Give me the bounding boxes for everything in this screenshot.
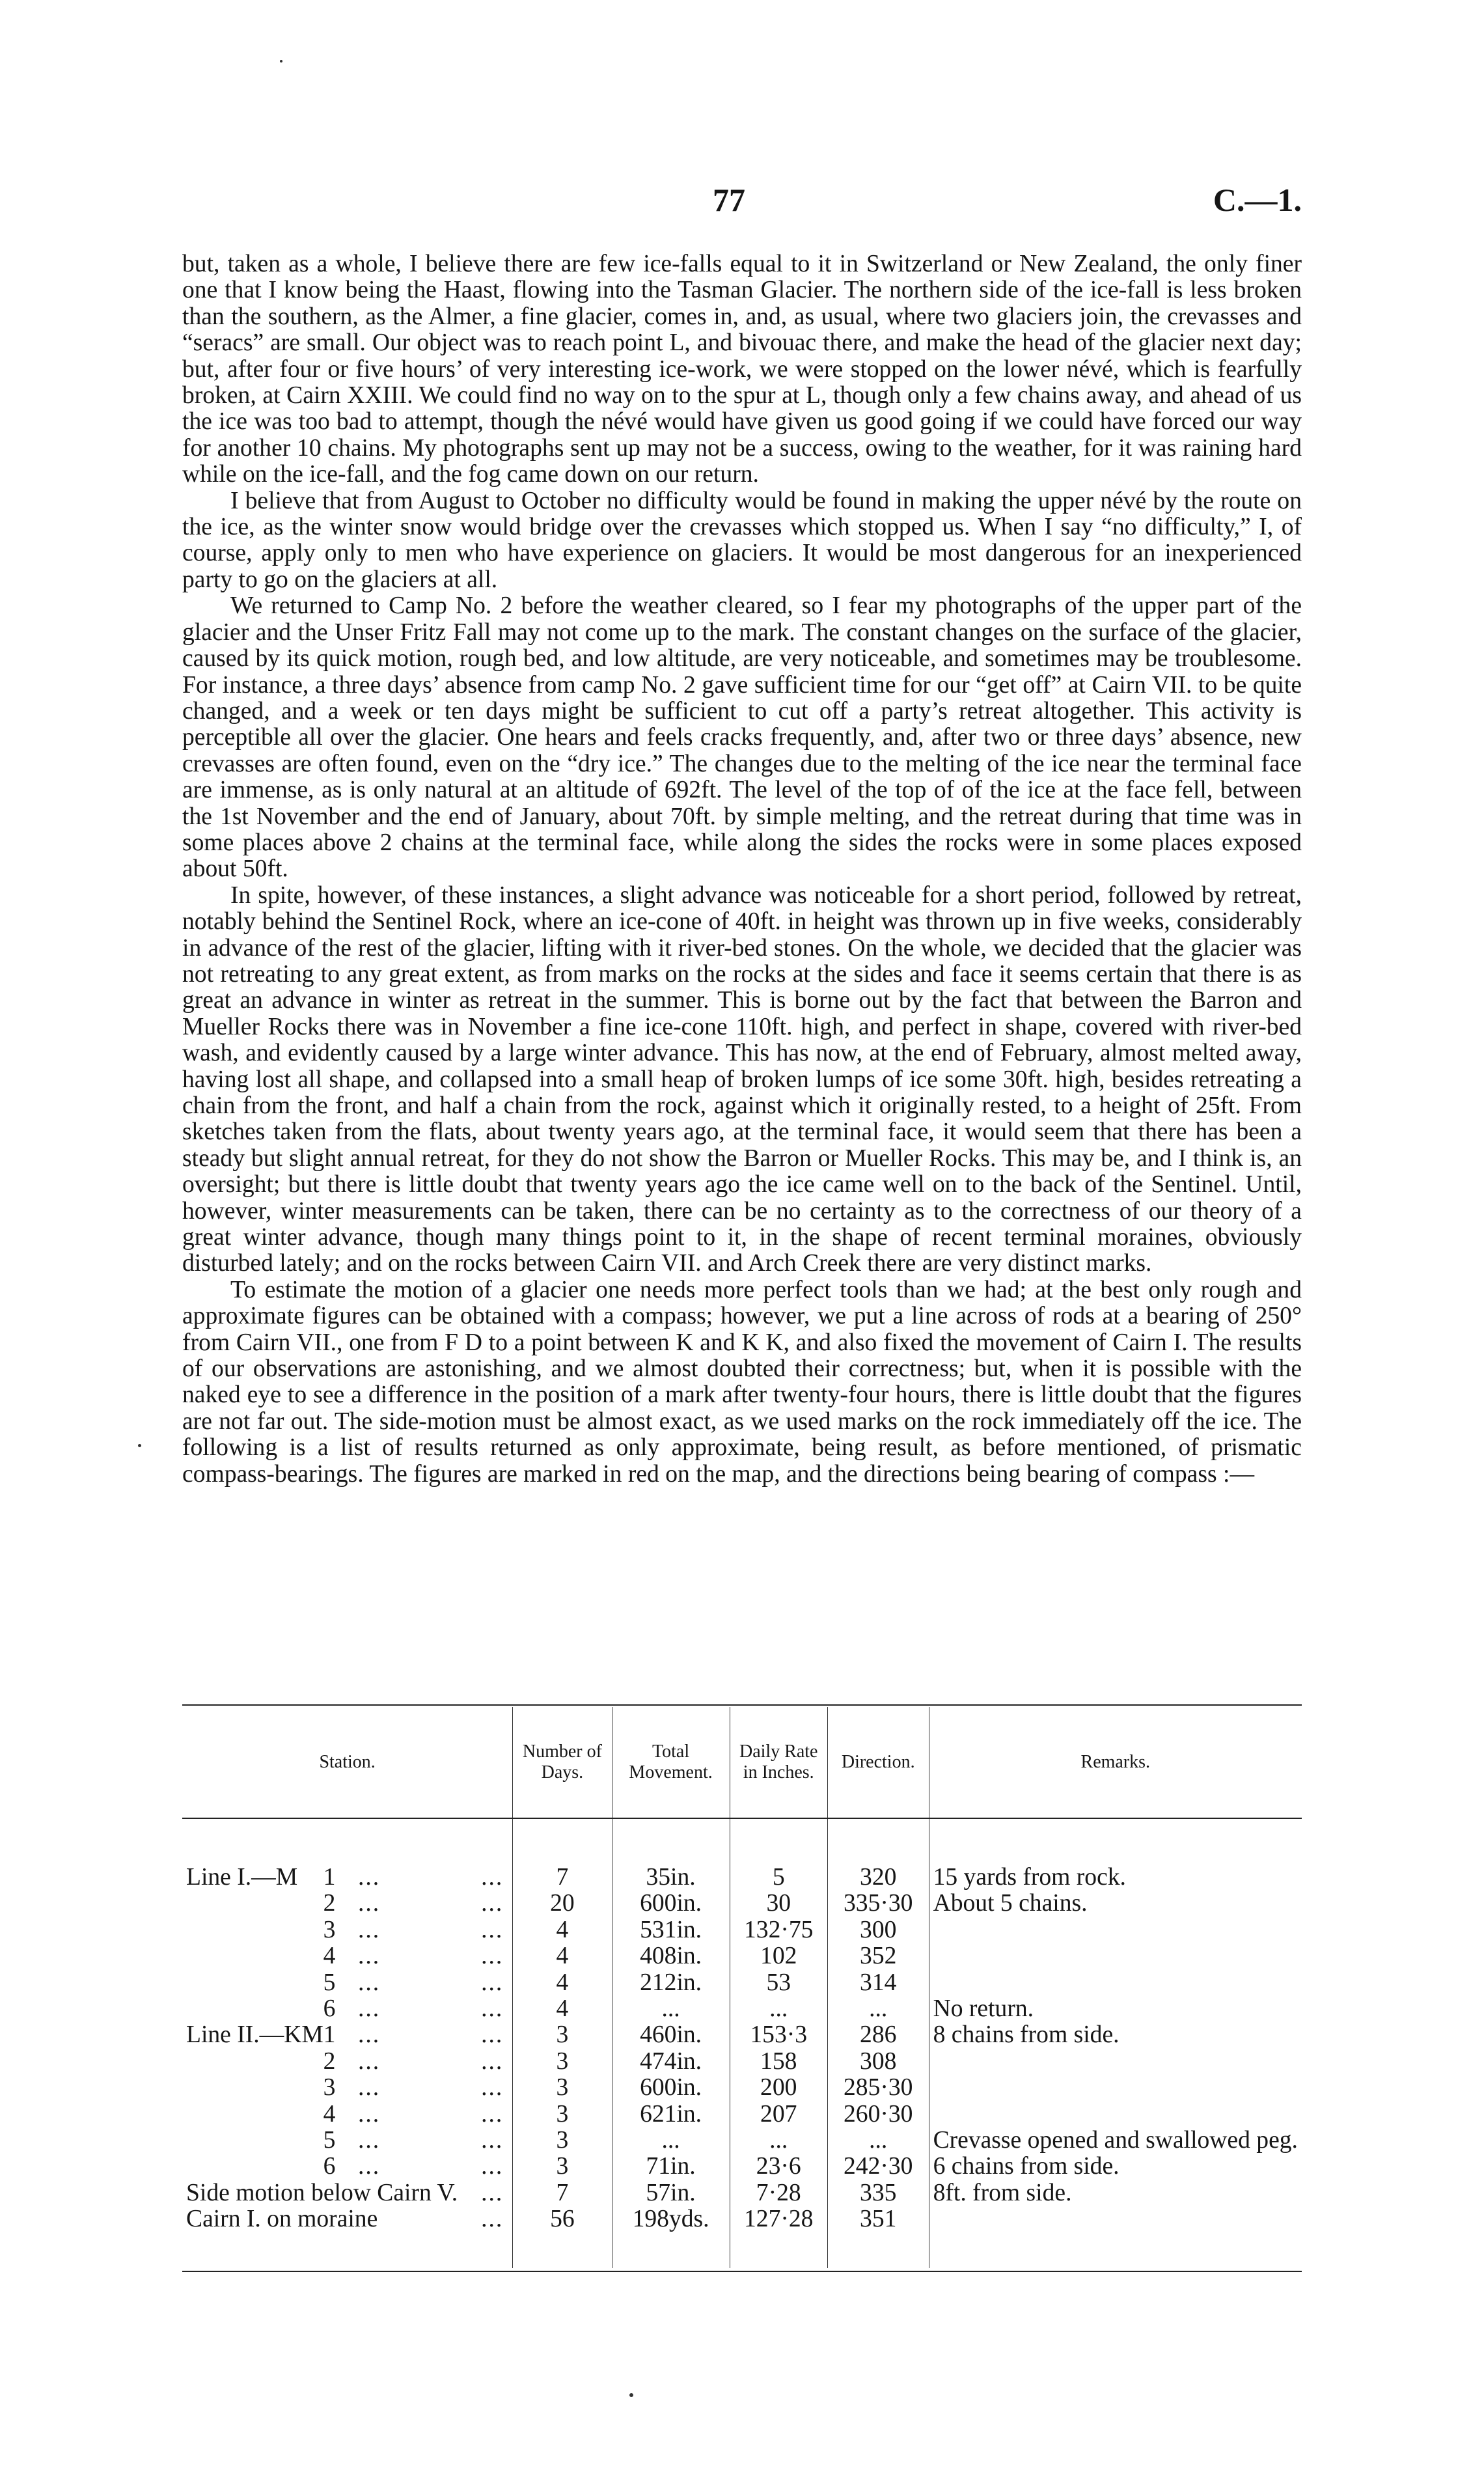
cell-remarks <box>929 1943 1302 1969</box>
table-header-row <box>182 1707 1302 1818</box>
leader-dots: ... <box>481 1969 504 1996</box>
station-name: Side motion below Cairn V. <box>186 2179 458 2206</box>
cell-days: 4 <box>513 1917 612 1943</box>
cell-station <box>182 1996 513 2022</box>
cell-daily-rate: 200 <box>730 2075 827 2101</box>
paragraph: In spite, however, of these instances, a slight advance was noticeable for a short period, followed by retreat, notably behind the Sentinel Rock, where an ice-cone of 40ft. in height was thrown up in five weeks, considerably in advance of the rest of the glacier, lifting with it river-bed stones. On the whole, we decided that the glacier was not retreating to any great extent, as from marks on the rocks at the sides and face it seems certain that there is as great an advance in winter as retreat in the summer. This is borne out by the fact that between the Barron and Mueller Rocks there was in November a fine ice-cone 110ft. high, and perfect in shape, covered with river-bed wash, and evidently caused by a large winter advance. This has now, at the end of February, almost melted away, having lost all shape, and collapsed into a small heap of broken lumps of ice some 30ft. high, besides retreating a chain from the front, and half a chain from the rock, against which it originally rested, to a height of 25ft. From sketches taken from the flats, about twenty years ago, at the terminal face, it would seem that there has been a steady but slight annual retreat, for they do not show the Barron or Mueller Rocks. This may be, and I think is, an oversight; but there is little doubt that twenty years ago the ice came well on to the back of the Sentinel. Until, however, winter measurements can be taken, there can be no certainty as to the correctness of our theory of a great winter advance, though many things point to it, in the shape of recent terminal moraines, obviously disturbed lately; and on the rocks between Cairn VII. and Arch Creek there are very distinct marks. <box>182 881 1302 1277</box>
leader-dots: ... <box>481 2047 504 2075</box>
cell-days: 56 <box>513 2206 612 2267</box>
cell-total-movement: ... <box>612 1996 730 2022</box>
cell-days: 3 <box>513 2075 612 2101</box>
cell-direction: 320 <box>827 1865 929 1891</box>
cell-remarks <box>929 2206 1302 2267</box>
cell-daily-rate: ... <box>730 1996 827 2022</box>
header-total-movement: Total Movement. <box>612 1707 730 1818</box>
speck <box>629 2393 633 2397</box>
cell-total-movement: 474in. <box>612 2049 730 2075</box>
cell-total-movement: 600in. <box>612 2075 730 2101</box>
cell-direction: 352 <box>827 1943 929 1969</box>
table-row <box>182 2075 1302 2101</box>
leader-dots: ... <box>358 1995 381 2023</box>
table-row <box>182 2128 1302 2154</box>
cell-remarks <box>929 2049 1302 2075</box>
cell-days: 7 <box>513 2180 612 2206</box>
leader-dots: ... <box>481 1890 504 1917</box>
table-row <box>182 2154 1302 2180</box>
cell-days: 20 <box>513 1891 612 1917</box>
table-row <box>182 1891 1302 1917</box>
station-number: 3 <box>323 1916 336 1943</box>
cell-daily-rate: 102 <box>730 1943 827 1969</box>
cell-daily-rate: 153·3 <box>730 2022 827 2048</box>
cell-direction: 260·30 <box>827 2101 929 2128</box>
cell-remarks: Crevasse opened and swallowed peg. <box>929 2128 1302 2154</box>
leader-dots: ... <box>358 1890 381 1917</box>
table-row <box>182 1996 1302 2022</box>
leader-dots: ... <box>481 1864 504 1891</box>
cell-total-movement: 198yds. <box>612 2206 730 2267</box>
cell-total-movement: 212in. <box>612 1970 730 1996</box>
speck <box>138 1444 141 1447</box>
cell-station <box>182 1865 513 1891</box>
page-number: 77 <box>713 182 745 218</box>
cell-station <box>182 2049 513 2075</box>
leader-dots: ... <box>358 2100 381 2128</box>
cell-days: 3 <box>513 2022 612 2048</box>
table-row <box>182 2049 1302 2075</box>
station-name: Line II.—KM <box>186 2021 323 2049</box>
leader-dots: ... <box>481 1995 504 2023</box>
cell-daily-rate: ... <box>730 2128 827 2154</box>
cell-remarks <box>929 2075 1302 2101</box>
cell-remarks: 8 chains from side. <box>929 2022 1302 2048</box>
leader-dots: ... <box>358 1864 381 1891</box>
table-row <box>182 1970 1302 1996</box>
cell-daily-rate: 127·28 <box>730 2206 827 2267</box>
cell-direction: 335 <box>827 2180 929 2206</box>
cell-direction: 314 <box>827 1970 929 1996</box>
leader-dots: ... <box>358 2127 381 2154</box>
table-spacer-row <box>182 1818 1302 1865</box>
paragraph: but, taken as a whole, I believe there are few ice-falls equal to it in Switzerland or New Zealand, the only finer one that I know being the Haast, flowing into the Tasman Glacier. The northern side of the ice-fall is less broken than the southern, as the Almer, a fine glacier, comes in, and, as usual, where two glaciers join, the crevasses and “seracs” are small. Our object was to reach point L, and bivouac there, and make the head of the glacier next day; but, after four or five hours’ of very interesting ice-work, we were stopped on the lower névé, which is fearfully broken, at Cairn XXIII. We could find no way on to the spur at L, though only a few chains away, and ahead of us the ice was too bad to attempt, though the névé would have given us good going if we could have forced our way for another 10 chains. My photographs sent up may not be a success, owing to the weather, for it was raining hard while on the ice-fall, and the fog came down on our return. <box>182 251 1302 488</box>
cell-daily-rate: 5 <box>730 1865 827 1891</box>
station-number: 4 <box>323 2100 336 2128</box>
station-number: 2 <box>323 2047 336 2075</box>
leader-dots: ... <box>358 2021 381 2049</box>
station-name: Line I.—M <box>186 1864 298 1891</box>
station-number: 2 <box>323 1890 336 1917</box>
leader-dots: ... <box>481 1916 504 1943</box>
cell-direction: 335·30 <box>827 1891 929 1917</box>
cell-direction: 242·30 <box>827 2154 929 2180</box>
table-top-rule <box>182 1704 1302 1706</box>
cell-station <box>182 2128 513 2154</box>
cell-days: 7 <box>513 1865 612 1891</box>
station-name: Cairn I. on moraine <box>186 2206 378 2233</box>
leader-dots: ... <box>481 2127 504 2154</box>
table-row <box>182 1917 1302 1943</box>
cell-remarks: No return. <box>929 1996 1302 2022</box>
cell-total-movement: ... <box>612 2128 730 2154</box>
cell-total-movement: 621in. <box>612 2101 730 2128</box>
table-row <box>182 1943 1302 1969</box>
cell-daily-rate: 7·28 <box>730 2180 827 2206</box>
cell-station <box>182 2101 513 2128</box>
cell-total-movement: 408in. <box>612 1943 730 1969</box>
cell-remarks: 6 chains from side. <box>929 2154 1302 2180</box>
cell-station <box>182 2022 513 2048</box>
paragraph: To estimate the motion of a glacier one needs more perfect tools than we had; at the best only rough and approximate figures can be obtained with a compass; however, we put a line across of rods at a bearing of 250° from Cairn VII., one from F D to a point between K and K K, and also fixed the movement of Cairn I. The results of our observations are astonishing, and we almost doubted their correctness; but, when it is possible with the naked eye to see a difference in the position of a mark after twenty-four hours, there is little doubt that the figures are not far out. The side-motion must be almost exact, as we used marks on the rock immediately off the ice. The following is a list of results returned as only approximate, being result, as before mentioned, of prismatic compass-bearings. The figures are marked in red on the map, and the directions being bearing of compass :— <box>182 1276 1302 1488</box>
cell-total-movement: 531in. <box>612 1917 730 1943</box>
leader-dots: ... <box>481 2153 504 2180</box>
table-row <box>182 2206 1302 2267</box>
leader-dots: ... <box>481 2100 504 2128</box>
leader-dots: ... <box>358 1969 381 1996</box>
station-number: 5 <box>323 1969 336 1996</box>
leader-dots: ... <box>358 1943 381 1970</box>
leader-dots: ... <box>481 2206 504 2233</box>
cell-station <box>182 2075 513 2101</box>
cell-total-movement: 71in. <box>612 2154 730 2180</box>
cell-direction: 351 <box>827 2206 929 2267</box>
leader-dots: ... <box>358 2047 381 2075</box>
paragraph: We returned to Camp No. 2 before the weather cleared, so I fear my photographs of the upper part of the glacier and the Unser Fritz Fall may not come up to the mark. The constant changes on the surface of the glacier, caused by its quick motion, rough bed, and low altitude, are very noticeable, and sometimes may be troublesome. For instance, a three days’ absence from camp No. 2 gave sufficient time for our “get off” at Cairn VII. to be quite changed, and a week or ten days might be sufficient to cut off a party’s retreat altogether. This activity is perceptible all over the glacier. One hears and feels cracks frequently, and, after two or three days’ absence, new crevasses are often found, even on the “dry ice.” The changes due to the melting of the ice near the terminal face are immense, as is only natural at an altitude of 692ft. The level of the top of of the ice at the face fell, between the 1st November and the end of January, about 70ft. by simple melting, and the retreat during that time was in some places above 2 chains at the terminal face, while along the sides the rocks were in some places exposed about 50ft. <box>182 592 1302 883</box>
cell-station <box>182 2180 513 2206</box>
cell-direction: 286 <box>827 2022 929 2048</box>
cell-direction: 308 <box>827 2049 929 2075</box>
cell-station <box>182 1917 513 1943</box>
header-station: Station. <box>182 1707 513 1818</box>
cell-days: 3 <box>513 2154 612 2180</box>
cell-total-movement: 57in. <box>612 2180 730 2206</box>
cell-days: 4 <box>513 1996 612 2022</box>
cell-station <box>182 2154 513 2180</box>
cell-remarks <box>929 2101 1302 2128</box>
leader-dots: ... <box>358 1916 381 1943</box>
cell-remarks <box>929 1970 1302 1996</box>
speck <box>280 60 282 62</box>
station-number: 5 <box>323 2127 336 2154</box>
cell-daily-rate: 158 <box>730 2049 827 2075</box>
header-direction: Direction. <box>827 1707 929 1818</box>
cell-station <box>182 1970 513 1996</box>
station-number: 1 <box>323 1864 336 1891</box>
cell-days: 4 <box>513 1943 612 1969</box>
station-number: 3 <box>323 2074 336 2101</box>
cell-remarks: 15 yards from rock. <box>929 1865 1302 1891</box>
cell-daily-rate: 30 <box>730 1891 827 1917</box>
leader-dots: ... <box>481 2021 504 2049</box>
leader-dots: ... <box>481 1943 504 1970</box>
station-number: 4 <box>323 1943 336 1970</box>
table-row <box>182 2101 1302 2128</box>
paragraph: I believe that from August to October no difficulty would be found in making the upper névé by the route on the ice, as the winter snow would bridge over the crevasses which stopped us. When I say “no difficulty,” I, of course, apply only to men who have experience on glaciers. It would be most dangerous for an inexperienced party to go on the glaciers at all. <box>182 487 1302 593</box>
cell-direction: 300 <box>827 1917 929 1943</box>
cell-station <box>182 1943 513 1969</box>
cell-daily-rate: 53 <box>730 1970 827 1996</box>
station-number: 1 <box>323 2021 336 2049</box>
table-row <box>182 2180 1302 2206</box>
cell-remarks: 8ft. from side. <box>929 2180 1302 2206</box>
cell-direction: ... <box>827 2128 929 2154</box>
header-remarks: Remarks. <box>929 1707 1302 1818</box>
cell-direction: ... <box>827 1996 929 2022</box>
cell-station <box>182 2206 513 2267</box>
cell-total-movement: 460in. <box>612 2022 730 2048</box>
leader-dots: ... <box>481 2074 504 2101</box>
glacier-motion-table <box>182 1707 1302 2268</box>
table-bottom-rule <box>182 2271 1302 2272</box>
station-number: 6 <box>323 1995 336 2023</box>
cell-direction: 285·30 <box>827 2075 929 2101</box>
cell-daily-rate: 23·6 <box>730 2154 827 2180</box>
cell-daily-rate: 207 <box>730 2101 827 2128</box>
station-number: 6 <box>323 2153 336 2180</box>
cell-days: 4 <box>513 1970 612 1996</box>
body-text <box>182 251 1302 1488</box>
table-row <box>182 2022 1302 2048</box>
header-number-of-days: Number of Days. <box>513 1707 612 1818</box>
cell-station <box>182 1891 513 1917</box>
cell-days: 3 <box>513 2049 612 2075</box>
cell-daily-rate: 132·75 <box>730 1917 827 1943</box>
cell-days: 3 <box>513 2101 612 2128</box>
cell-total-movement: 600in. <box>612 1891 730 1917</box>
header-daily-rate: Daily Rate in Inches. <box>730 1707 827 1818</box>
cell-days: 3 <box>513 2128 612 2154</box>
cell-total-movement: 35in. <box>612 1865 730 1891</box>
document-code: C.—1. <box>1213 182 1302 218</box>
table-row <box>182 1865 1302 1891</box>
leader-dots: ... <box>358 2153 381 2180</box>
cell-remarks <box>929 1917 1302 1943</box>
leader-dots: ... <box>358 2074 381 2101</box>
leader-dots: ... <box>481 2179 504 2206</box>
cell-remarks: About 5 chains. <box>929 1891 1302 1917</box>
